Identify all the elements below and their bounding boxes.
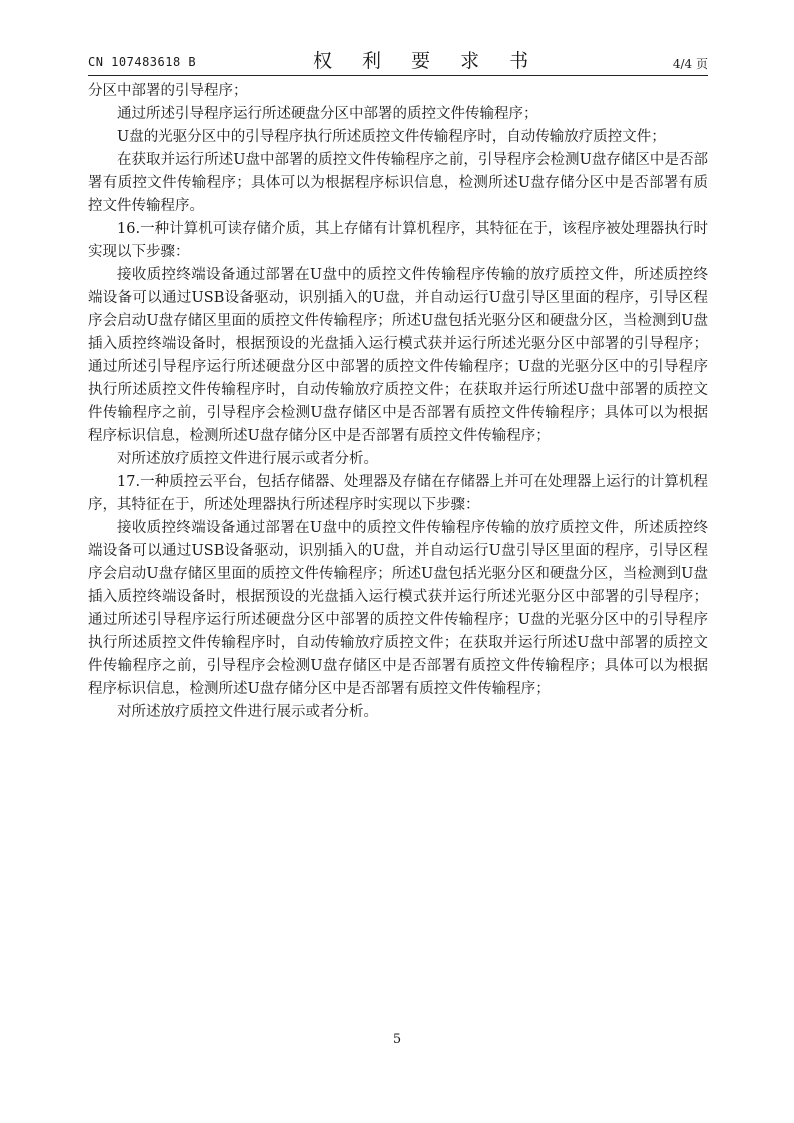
header-divider xyxy=(88,75,708,76)
claim-paragraph: 在获取并运行所述U盘中部署的质控文件传输程序之前，引导程序会检测U盘存储区中是否部署有质控文件传输程序；具体可以为根据程序标识信息，检测所述U盘存储分区中是否部署有质控文件传输程序。 xyxy=(88,152,708,214)
page-header xyxy=(88,46,708,74)
claim-paragraph: 对所述放疗质控文件进行展示或者分析。 xyxy=(117,451,378,467)
claim-16-heading: 16.一种计算机可读存储介质，其上存储有计算机程序，其特征在于，该程序被处理器执行时实现以下步骤： xyxy=(88,221,708,260)
page-number: 5 xyxy=(392,1032,402,1047)
claim-paragraph: 接收质控终端设备通过部署在U盘中的质控文件传输程序传输的放疗质控文件，所述质控终端设备可以通过USB设备驱动，识别插入的U盘，并自动运行U盘引导区里面的程序，引导区程序会启动U盘存储区里面的质控文件传输程序；所述U盘包括光驱分区和硬盘分区，当检测到U盘插入质控终端设备时，根据预设的光盘插入运行模式获并运行所述光驱分区中部署的引导程序；通过所述引导程序运行所述硬盘分区中部署的质控文件传输程序；U盘的光驱分区中的引导程序执行所述质控文件传输程序时，自动传输放疗质控文件；在获取并运行所述U盘中部署的质控文件传输程序之前，引导程序会检测U盘存储区中是否部署有质控文件传输程序；具体可以为根据程序标识信息，检测所述U盘存储分区中是否部署有质控文件传输程序； xyxy=(88,267,708,444)
document-title: 权 利 要 求 书 xyxy=(313,50,541,72)
page-of-label: 4/4 页 xyxy=(672,57,708,71)
claim-17-heading: 17.一种质控云平台，包括存储器、处理器及存储在存储器上并可在处理器上运行的计算机程序，其特征在于，所述处理器执行所述程序时实现以下步骤： xyxy=(88,474,708,513)
claim-paragraph: 接收质控终端设备通过部署在U盘中的质控文件传输程序传输的放疗质控文件，所述质控终端设备可以通过USB设备驱动，识别插入的U盘，并自动运行U盘引导区里面的程序，引导区程序会启动U盘存储区里面的质控文件传输程序；所述U盘包括光驱分区和硬盘分区，当检测到U盘插入质控终端设备时，根据预设的光盘插入运行模式获并运行所述光驱分区中部署的引导程序；通过所述引导程序运行所述硬盘分区中部署的质控文件传输程序；U盘的光驱分区中的引导程序执行所述质控文件传输程序时，自动传输放疗质控文件；在获取并运行所述U盘中部署的质控文件传输程序之前，引导程序会检测U盘存储区中是否部署有质控文件传输程序；具体可以为根据程序标识信息，检测所述U盘存储分区中是否部署有质控文件传输程序； xyxy=(88,520,708,697)
claim-paragraph: 分区中部署的引导程序； xyxy=(88,83,248,99)
claim-paragraph: 通过所述引导程序运行所述硬盘分区中部署的质控文件传输程序； xyxy=(117,106,538,122)
claim-paragraph: U盘的光驱分区中的引导程序执行所述质控文件传输程序时，自动传输放疗质控文件； xyxy=(117,129,666,145)
claim-paragraph: 对所述放疗质控文件进行展示或者分析。 xyxy=(117,704,378,720)
patent-id: CN 107483618 B xyxy=(88,55,197,69)
claims-body xyxy=(88,80,708,724)
